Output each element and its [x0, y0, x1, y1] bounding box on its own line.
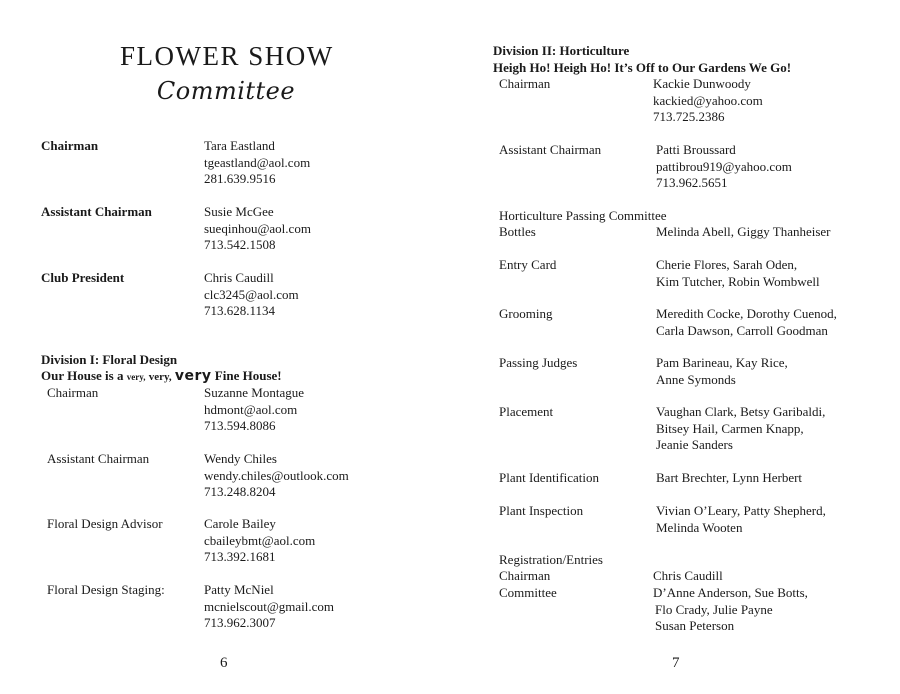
- division2-contact-chairman: [653, 76, 763, 126]
- contact-phone: 713.594.8086: [204, 418, 276, 433]
- contact-phone: 713.628.1134: [204, 303, 276, 318]
- member-line: Cherie Flores, Sarah Oden,: [656, 257, 798, 272]
- contact-phone: 713.725.2386: [653, 109, 725, 124]
- officer-contact-club-president: [204, 270, 299, 320]
- contact-email: kackied@yahoo.com: [653, 92, 763, 108]
- division1-role-floral-design-advisor: Floral Design Advisor: [47, 516, 163, 531]
- theme-word-small: very,: [126, 372, 146, 382]
- contact-phone: 713.248.8204: [204, 484, 276, 499]
- member-line: Susan Peterson: [655, 618, 735, 633]
- contact-name: Susie McGee: [204, 204, 274, 219]
- contact-phone: 713.962.5651: [656, 175, 728, 190]
- division1-role-chairman: Chairman: [47, 385, 99, 400]
- contact-email: mcnielscout@gmail.com: [204, 598, 335, 614]
- contact-email: cbaileybmt@aol.com: [204, 532, 316, 548]
- division2-role-assistant-chairman: Assistant Chairman: [499, 142, 602, 157]
- contact-email: pattibrou919@yahoo.com: [656, 158, 792, 174]
- theme-prefix: Our House is a: [41, 368, 124, 383]
- contact-email: sueqinhou@aol.com: [204, 220, 311, 236]
- committee-role-placement: Placement: [499, 404, 554, 419]
- committee-members-plant-inspection: [656, 503, 826, 536]
- division-heading: Division II: Horticulture: [493, 43, 630, 58]
- contact-name: Carole Bailey: [204, 516, 276, 531]
- contact-email: clc3245@aol.com: [204, 286, 299, 302]
- division1-role-assistant-chairman: Assistant Chairman: [47, 451, 150, 466]
- officer-role-club-president: Club President: [41, 270, 125, 285]
- contact-phone: 713.962.3007: [204, 615, 276, 630]
- division2-role-chairman: Chairman: [499, 76, 551, 91]
- theme-word-large: very: [174, 368, 212, 384]
- theme-suffix: Fine House!: [214, 368, 282, 383]
- contact-phone: 713.392.1681: [204, 549, 276, 564]
- division-theme: [41, 368, 282, 386]
- member-line: Melinda Abell, Giggy Thanheiser: [656, 224, 831, 239]
- committee-members-entry-card: [656, 257, 820, 290]
- registration-committee-members: [653, 585, 808, 635]
- officer-contact-chairman: [204, 138, 310, 188]
- division1-contact-floral-design-advisor: [204, 516, 315, 566]
- page-title: FLOWER SHOW: [120, 41, 334, 71]
- member-line: Pam Barineau, Kay Rice,: [656, 355, 788, 370]
- member-line: Anne Symonds: [656, 371, 736, 387]
- member-line: Bart Brechter, Lynn Herbert: [656, 470, 803, 485]
- committee-members-passing-judges: [656, 355, 788, 388]
- committee-role-plant-inspection: Plant Inspection: [499, 503, 584, 518]
- member-line: D’Anne Anderson, Sue Botts,: [653, 585, 808, 600]
- contact-email: tgeastland@aol.com: [204, 154, 311, 170]
- contact-name: Chris Caudill: [204, 270, 274, 285]
- committee-members-bottles: [656, 224, 831, 241]
- committee-role-plant-identification: Plant Identification: [499, 470, 600, 485]
- registration-chairman-name: Chris Caudill: [653, 568, 723, 583]
- contact-name: Kackie Dunwoody: [653, 76, 751, 91]
- division1-contact-floral-design-staging: [204, 582, 334, 632]
- division-heading: Division I: Floral Design: [41, 352, 178, 367]
- member-line: Jeanie Sanders: [656, 437, 733, 452]
- registration-role-committee: Committee: [499, 585, 557, 600]
- contact-phone: 713.542.1508: [204, 237, 276, 252]
- contact-name: Suzanne Montague: [204, 385, 305, 400]
- member-line: Vivian O’Leary, Patty Shepherd,: [656, 503, 826, 518]
- member-line: Vaughan Clark, Betsy Garibaldi,: [656, 404, 826, 419]
- committee-role-grooming: Grooming: [499, 306, 553, 321]
- division2-contact-assistant-chairman: [656, 142, 792, 192]
- officer-role-chairman: Chairman: [41, 138, 99, 153]
- contact-email: hdmont@aol.com: [204, 401, 298, 417]
- contact-name: Patty McNiel: [204, 582, 274, 597]
- committee-members-plant-identification: [656, 470, 802, 487]
- passing-committee-heading: Horticulture Passing Committee: [499, 208, 667, 223]
- contact-name: Tara Eastland: [204, 138, 275, 153]
- contact-name: Wendy Chiles: [204, 451, 277, 466]
- officer-role-assistant-chairman: Assistant Chairman: [41, 204, 152, 219]
- member-line: Kim Tutcher, Robin Wombwell: [656, 273, 820, 289]
- division1-role-floral-design-staging: Floral Design Staging:: [47, 582, 165, 597]
- committee-members-placement: [656, 404, 825, 454]
- contact-phone: 281.639.9516: [204, 171, 276, 186]
- theme-word-medium: very,: [148, 371, 172, 383]
- division1-contact-chairman: [204, 385, 304, 435]
- page-number-right: 7: [672, 655, 680, 671]
- committee-role-passing-judges: Passing Judges: [499, 355, 578, 370]
- member-line: Bitsey Hail, Carmen Knapp,: [656, 420, 804, 436]
- committee-members-grooming: [656, 306, 837, 339]
- contact-email: wendy.chiles@outlook.com: [204, 467, 349, 483]
- registration-role-chairman: Chairman: [499, 568, 551, 583]
- committee-role-bottles: Bottles: [499, 224, 536, 239]
- contact-name: Patti Broussard: [656, 142, 736, 157]
- member-line: Melinda Wooten: [656, 519, 743, 535]
- registration-heading: Registration/Entries: [499, 552, 603, 567]
- member-line: Flo Crady, Julie Payne: [655, 601, 773, 617]
- page-number-left: 6: [220, 655, 228, 671]
- officer-contact-assistant-chairman: [204, 204, 311, 254]
- page-subtitle: Committee: [156, 77, 296, 105]
- member-line: Meredith Cocke, Dorothy Cuenod,: [656, 306, 837, 321]
- committee-role-entry-card: Entry Card: [499, 257, 557, 272]
- member-line: Carla Dawson, Carroll Goodman: [656, 322, 828, 338]
- division-theme: Heigh Ho! Heigh Ho! It’s Off to Our Gardens We Go!: [493, 60, 792, 75]
- division1-contact-assistant-chairman: [204, 451, 349, 501]
